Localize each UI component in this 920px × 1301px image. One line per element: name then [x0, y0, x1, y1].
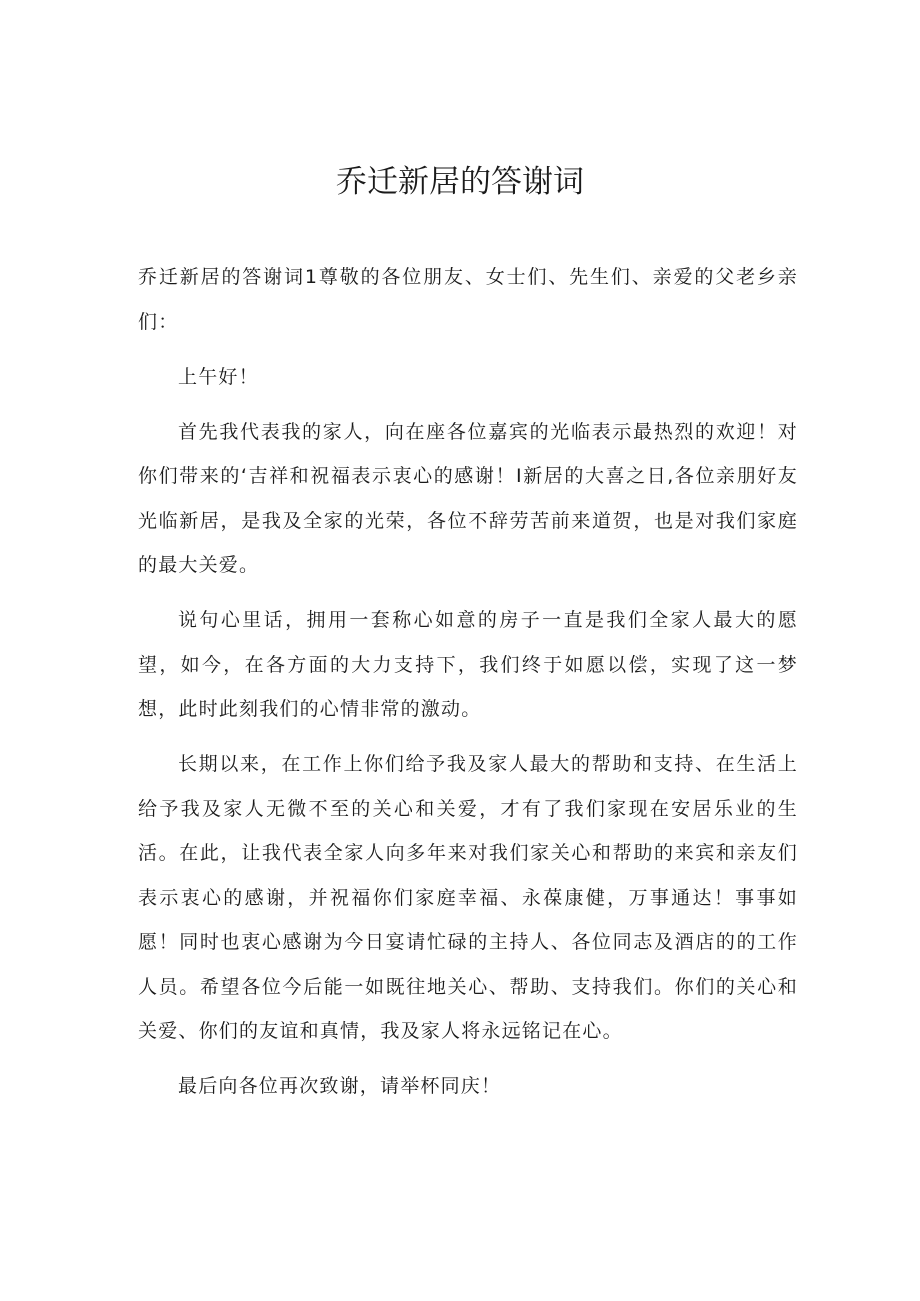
document-title: 乔迁新居的答谢词	[336, 164, 584, 200]
paragraph-thanks: 长期以来，在工作上你们给予我及家人最大的帮助和支持、在生活上给予我及家人无微不至的关心和关爱，才有了我们家现在安居乐业的生活。在此，让我代表全家人向多年来对我们家关心和帮助的来宾和亲友们表示衷心的感谢，并祝福你们家庭幸福、永葆康健，万事通达！事事如愿！同时也衷心感谢为今日宴请忙碌的主持人、各位同志及酒店的的工作人员。希望各位今后能一如既往地关心、帮助、支持我们。你们的关心和关爱、你们的友谊和真情，我及家人将永远铭记在心。	[138, 753, 798, 1042]
paragraph-salutation: 乔迁新居的答谢词1尊敬的各位朋友、女士们、先生们、亲爱的父老乡亲们：	[138, 266, 798, 333]
paragraph-wish: 说句心里话，拥用一套称心如意的房子一直是我们全家人最大的愿望，如今，在各方面的大力支持下，我们终于如愿以偿，实现了这一梦想，此时此刻我们的心情非常的激动。	[138, 609, 798, 720]
document-body	[138, 255, 798, 1119]
paragraph-closing: 最后向各位再次致谢，请举杯同庆！	[178, 1075, 502, 1097]
paragraph-greeting: 上午好！	[178, 365, 259, 388]
paragraph-welcome: 首先我代表我的家人，向在座各位嘉宾的光临表示最热烈的欢迎！对你们带来的‘吉祥和祝福表示衷心的感谢！I新居的大喜之日,各位亲朋好友光临新居，是我及全家的光荣，各位不辞劳苦前来道贺，也是对我们家庭的最大关爱。	[138, 420, 798, 576]
